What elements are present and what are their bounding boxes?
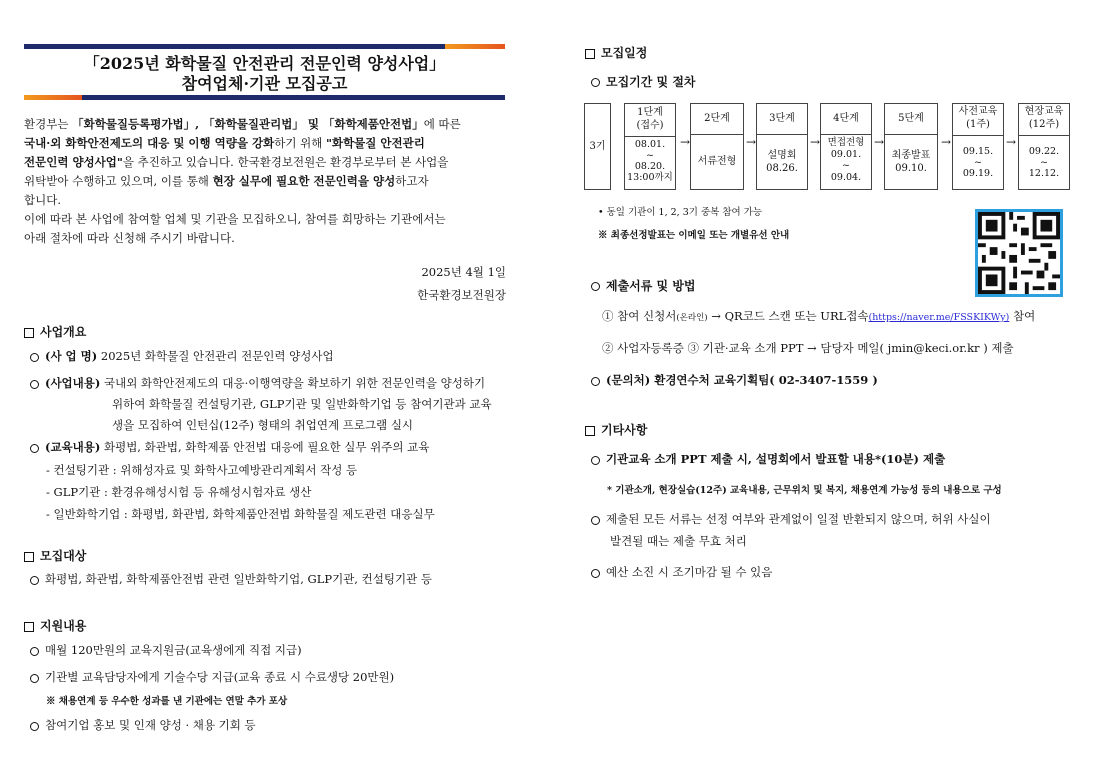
support-item: 참여기업 홍보 및 인재 양성 · 채용 기회 등 (30, 715, 256, 736)
biz-content-item: (사업내용) 국내외 화학안전제도의 대응·이행역량을 확보하기 위한 전문인력을 양성하기 위하여 화학물질 컨설팅기관, GLP기관 및 일반화학기업 등 참여기관과 교육 생을 모집하여 인턴십(12주) 형태의 취업연계 프로그램 실시 (30, 373, 510, 436)
edu-list-item: - 일반화학기업 : 화평법, 화관법, 화학제품안전법 화학물질 제도관련 대응실무 (46, 507, 435, 521)
etc-item-1: 기관교육 소개 PPT 제출 시, 설명회에서 발표할 내용*(10분) 제출 (591, 449, 945, 470)
etc-item-2: 제출된 모든 서류는 선정 여부와 관계없이 일절 반환되지 않으며, 허위 사실이 발견될 때는 제출 무효 처리 (591, 508, 1069, 552)
schedule-note: ※ 최종선정발표는 이메일 또는 개별유선 안내 (598, 230, 790, 241)
submission-item-2: ② 사업자등록증 ③ 기관·교육 소개 PPT → 담당자 메일( jmin@keci.or.kr ) 제출 (602, 341, 1014, 355)
etc-note: * 기관소개, 현장실습(12주) 교육내용, 근무위치 및 복지, 채용연계 가능성 등의 내용으로 구성 (607, 485, 1002, 496)
title-top-rule (24, 44, 505, 49)
section-overview-title: 사업개요 (24, 323, 86, 340)
step-box: 3단계 설명회 08.26. (756, 103, 808, 190)
notice-issuer: 한국환경보전원장 (417, 288, 506, 302)
edu-content-item: (교육내용) 화평법, 화관법, 화학제품 안전법 대응에 필요한 실무 위주의 교육 (30, 437, 429, 458)
step-box: 4단계 면접전형 09.01. ~ 09.04. (820, 103, 872, 190)
etc-item-3: 예산 소진 시 조기마감 될 수 있음 (591, 562, 772, 583)
support-item: 매월 120만원의 교육지원금(교육생에게 직접 지급) (30, 640, 302, 661)
page-title-line1: 「2025년 화학물질 안전관리 전문인력 양성사업」 (83, 54, 446, 73)
application-link[interactable]: (https://naver.me/FSSKIKWy) (868, 312, 1010, 323)
step-box: 사전교육 (1주) 09.15. ~ 09.19. (952, 103, 1004, 190)
arrow-icon: → (680, 135, 691, 149)
page-title-line2: 참여업체·기관 모집공고 (181, 74, 348, 93)
notice-date: 2025년 4월 1일 (421, 265, 506, 279)
submission-title: 제출서류 및 방법 (591, 277, 696, 294)
section-support-title: 지원내용 (24, 617, 86, 634)
qr-code-icon[interactable] (975, 209, 1063, 297)
target-item: 화평법, 화관법, 화학제품안전법 관련 일반화학기업, GLP기관, 컨설팅기관 등 (30, 569, 432, 590)
section-target-title: 모집대상 (24, 547, 86, 564)
step-box: 2단계 서류전형 (690, 103, 744, 190)
biz-name-item: (사 업 명) 2025년 화학물질 안전관리 전문인력 양성사업 (30, 346, 334, 367)
section-schedule-title: 모집일정 (585, 44, 647, 61)
arrow-icon: → (874, 135, 885, 149)
arrow-icon: → (810, 135, 821, 149)
arrow-icon: → (1006, 135, 1017, 149)
schedule-subtitle: 모집기간 및 절차 (591, 73, 696, 90)
edu-list-item: - GLP기관 : 환경유해성시험 등 유해성시험자료 생산 (46, 485, 312, 499)
title-bottom-rule (24, 95, 505, 100)
schedule-note: • 동일 기관이 1, 2, 3기 중복 참여 가능 (598, 207, 763, 218)
step-box: 1단계 (접수) 08.01. ~ 08.20. 13:00까지 (624, 103, 676, 190)
support-note: ※ 채용연계 등 우수한 성과를 낸 기관에는 연말 추가 포상 (46, 696, 288, 707)
cohort-label: 3기 (584, 103, 611, 190)
contact-item: (문의처) 환경연수처 교육기획팀( 02-3407-1559 ) (591, 370, 878, 391)
intro-paragraph: 환경부는 「화학물질등록평가법」, 「화학물질관리법」 및 「화학제품안전법」에 따른 국내·외 화학안전제도의 대응 및 이행 역량을 강화하기 위해 "화학물질 안전관리 전문인력 양성사업"을 추진하고 있습니다. 한국환경보전원은 환경부로부터 본 사업을 위탁받아 수행하고 있으며, 이를 통해 현장 실무에 필요한 전문인력을 양성하고자 합니다. 이에 따라 본 사업에 참여할 업체 및 기관을 모집하오니, 참여를 희망하는 기관에서는 아래 절차에 따라 신청해 주시기 바랍니다. (24, 117, 461, 245)
edu-list-item: - 컨설팅기관 : 위해성자료 및 화학사고예방관리계획서 작성 등 (46, 463, 358, 477)
section-etc-title: 기타사항 (585, 421, 647, 438)
support-item: 기관별 교육담당자에게 기술수당 지급(교육 종료 시 수료생당 20만원) (30, 667, 394, 688)
arrow-icon: → (746, 135, 757, 149)
submission-item-1: ① 참여 신청서(온라인) → QR코드 스캔 또는 URL접속(https://naver.me/FSSKIKWy) 참여 (602, 309, 1036, 323)
arrow-icon: → (941, 135, 952, 149)
step-box: 현장교육 (12주) 09.22. ~ 12.12. (1018, 103, 1070, 190)
step-box: 5단계 최종발표 09.10. (884, 103, 938, 190)
